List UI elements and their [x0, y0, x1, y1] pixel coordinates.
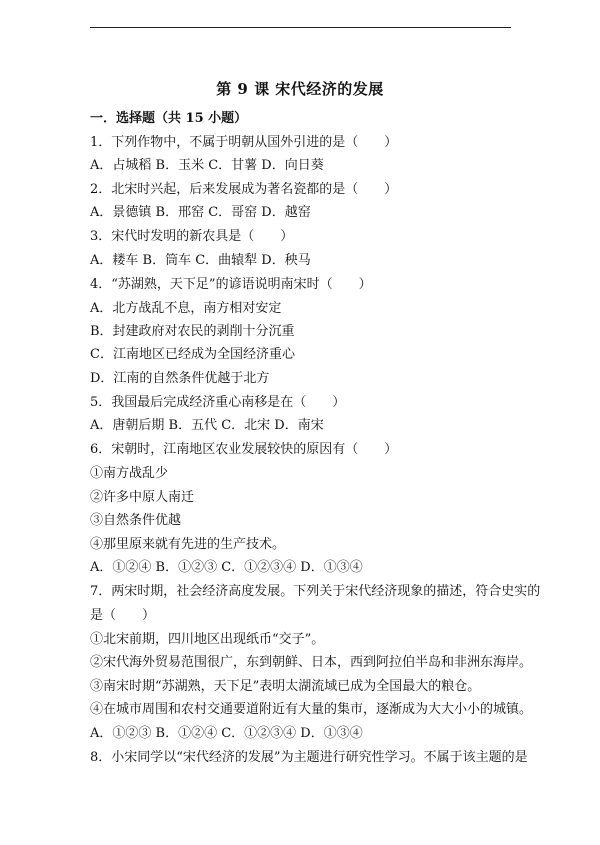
statement-item: ④那里原来就有先进的生产技术。 — [90, 537, 286, 552]
question-line: 8．小宋同学以“宋代经济的发展”为主题进行研究性学习。不属于该主题的是 — [90, 750, 528, 765]
statement-item: ③自然条件优越 — [90, 513, 182, 528]
section-heading: 一．选择题（共 15 小题） — [90, 111, 248, 126]
question-line: 2．北宋时兴起，后来发展成为著名瓷都的是（ ） — [90, 182, 398, 197]
answer-options: A．唐朝后期 B．五代 C．北宋 D．南宋 — [90, 418, 324, 433]
question-line: 6．宋朝时，江南地区农业发展较快的原因有（ ） — [90, 442, 398, 457]
question-line: 4．“苏湖熟，天下足”的谚语说明南宋时（ ） — [90, 277, 372, 292]
answer-options: A．耧车 B．筒车 C．曲辕犁 D．秧马 — [90, 253, 311, 268]
answer-option: A．北方战乱不息，南方相对安定 — [90, 301, 282, 316]
header-rule — [90, 27, 511, 28]
statement-item: ③南宋时期“苏湖熟，天下足”表明太湖流域已成为全国最大的粮仓。 — [90, 679, 481, 694]
statement-item: ②许多中原人南迁 — [90, 490, 195, 505]
question-line: 5．我国最后完成经济重心南移是在（ ） — [90, 395, 346, 410]
answer-options: A．景德镇 B．邢窑 C．哥窑 D．越窑 — [90, 205, 311, 220]
question-line: 1．下列作物中，不属于明朝从国外引进的是（ ） — [90, 135, 398, 150]
answer-option: D．江南的自然条件优越于北方 — [90, 371, 270, 386]
statement-item: ④在城市周围和农村交通要道附近有大量的集市，逐渐成为大大小小的城镇。 — [90, 702, 533, 717]
statement-item: ①北宋前期，四川地区出现纸币“交子”。 — [90, 632, 325, 647]
statement-item: ②宋代海外贸易范围很广，东到朝鲜、日本，西到阿拉伯半岛和非洲东海岸。 — [90, 655, 533, 670]
page-title: 第 9 课 宋代经济的发展 — [216, 80, 384, 98]
answer-option: C．江南地区已经成为全国经济重心 — [90, 347, 295, 362]
answer-options: A．①②④ B．①②③ C．①②③④ D．①③④ — [90, 560, 363, 575]
answer-options: A．占城稻 B．玉米 C．甘薯 D．向日葵 — [90, 158, 324, 173]
answer-options: A．①②③ B．①②④ C．①②③④ D．①③④ — [90, 726, 363, 741]
statement-item: ①南方战乱少 — [90, 466, 169, 481]
answer-option: B．封建政府对农民的剥削十分沉重 — [90, 324, 295, 339]
question-line: 7．两宋时期，社会经济高度发展。下列关于宋代经济现象的描述，符合史实的 — [90, 584, 541, 599]
question-line-continued: 是（ ） — [90, 608, 156, 623]
question-line: 3．宋代时发明的新农具是（ ） — [90, 229, 294, 244]
